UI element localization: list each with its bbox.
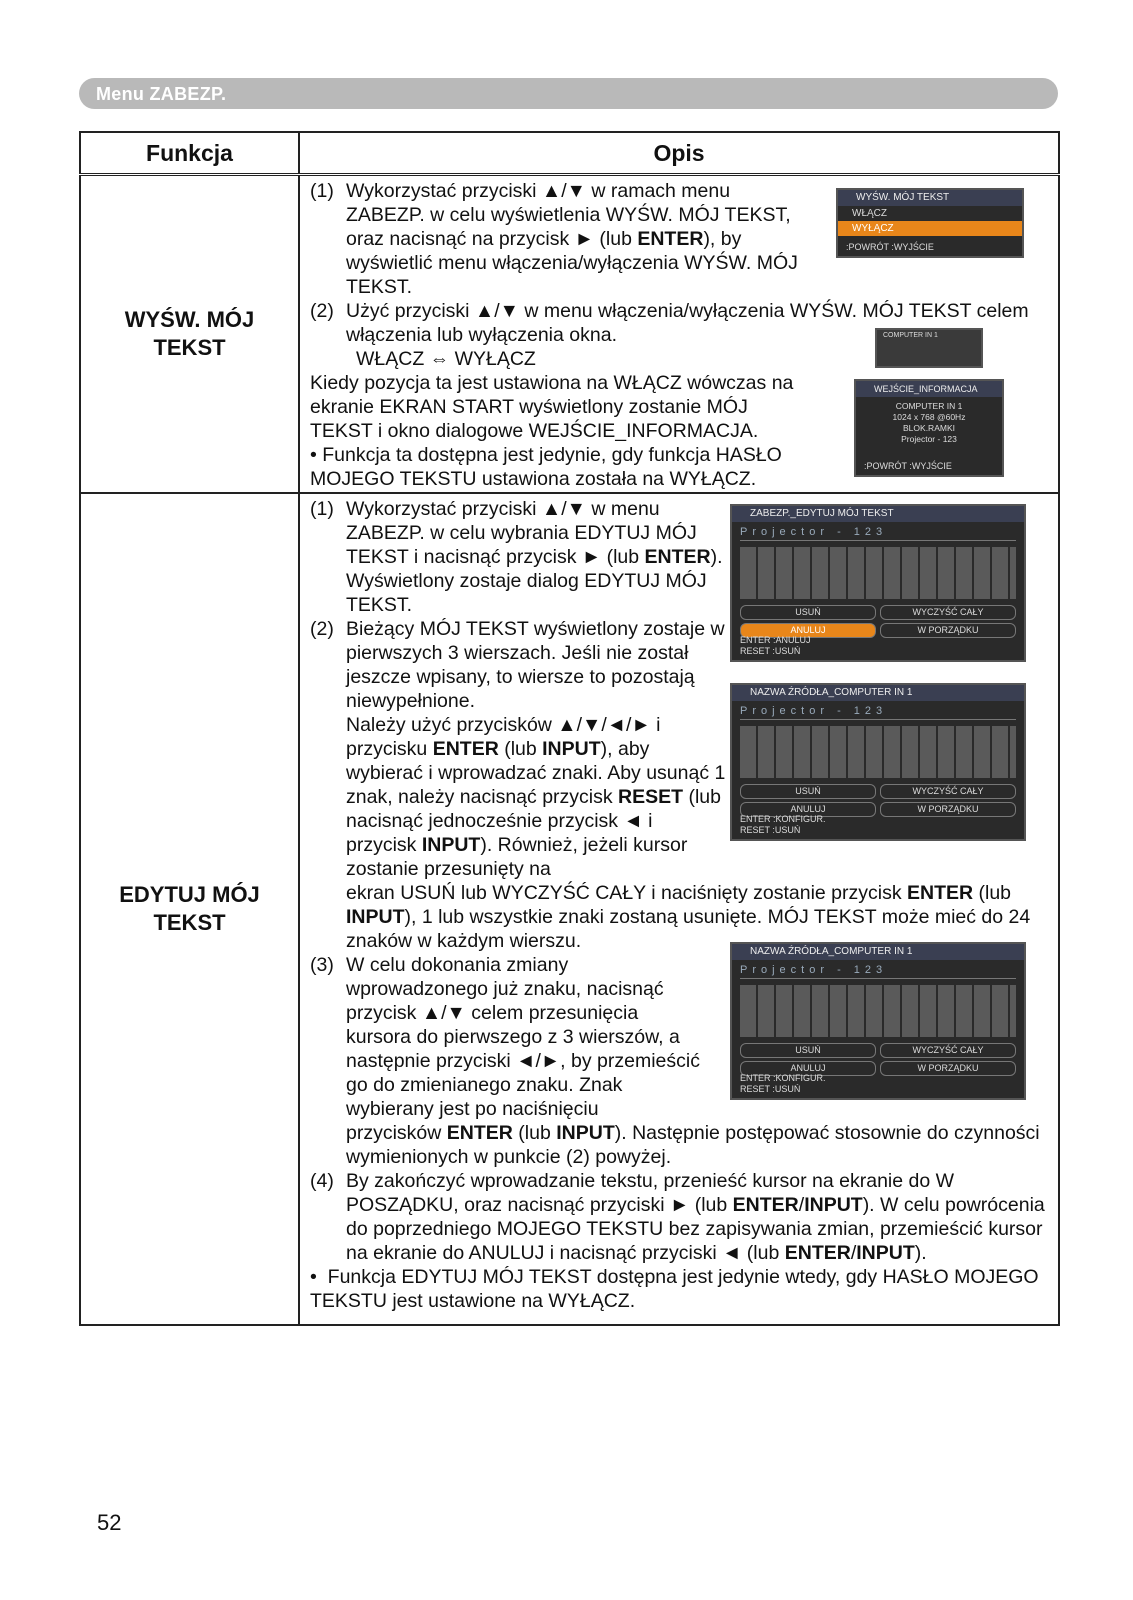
description-cell-edit-text — [299, 493, 1059, 1325]
function-name-line: TEKST — [153, 334, 226, 360]
shot-btn: WYCZYŚĆ CAŁY — [880, 1043, 1016, 1058]
header-function: Funkcja — [80, 132, 299, 175]
shot-text: COMPUTER IN 1 — [883, 332, 938, 339]
shot-input: Projector - 123 — [740, 526, 1016, 541]
header-description: Opis — [299, 132, 1059, 175]
shot-btn: ANULUJ — [740, 802, 876, 817]
shot-char-grid — [740, 547, 1016, 599]
shot-option: WŁĄCZ — [852, 208, 887, 219]
shot-btn: W PORZĄDKU — [880, 1061, 1016, 1076]
screenshot-input-information — [854, 379, 1004, 477]
function-cell-edit-text — [80, 493, 299, 1325]
shot-title: NAZWA ŹRÓDŁA_COMPUTER IN 1 — [732, 944, 1024, 960]
screenshot-source-name-dialog-2 — [730, 942, 1026, 1100]
description-text: (1) Wykorzystać przyciski ▲/▼ w ramach menu ZABEZP. w celu wyświetlenia WYŚW. MÓJ TEKST, oraz nacisnąć na przycisk ► (lub ENTER), by wyświetlić menu włączenia/wyłączenia WYŚW. MÓJ TEKST. (2) Użyć przyciski ▲/▼ w menu włączenia/wyłączenia WYŚW. MÓJ TEKST celem włączenia lub wyłączenia okna. WŁĄCZ ⇔ WYŁĄCZ Kiedy pozycja ta jest ustawiona na WŁĄCZ wówczas na ekranie EKRAN START wyświetlony zostanie MÓJ TEKST i okno dialogowe WEJŚCIE_INFORMACJA. • Funkcja ta dostępna jest jedynie, gdy funkcja HASŁO MOJEGO TEKSTU ustawiona została na WYŁĄCZ. — [310, 180, 1029, 490]
screenshot-edit-text-dialog — [730, 504, 1026, 662]
shot-btn: WYCZYŚĆ CAŁY — [880, 605, 1016, 620]
shot-btn: WYCZYŚĆ CAŁY — [880, 784, 1016, 799]
shot-btn: W PORZĄDKU — [880, 623, 1016, 638]
screenshot-show-text-menu — [836, 188, 1024, 258]
description-cell-show-text — [299, 175, 1059, 493]
screenshot-source-name-dialog — [730, 683, 1026, 841]
page-number: 52 — [97, 1510, 122, 1535]
description-text: (1) Wykorzystać przyciski ▲/▼ w menu ZABEZP. w celu wybrania EDYTUJ MÓJ TEKST i nacisnąć przycisk ► (lub ENTER). Wyświetlony zostaje dialog EDYTUJ MÓJ TEKST. (2) Bieżący MÓJ TEKST wyświetlony zostaje w pierwszych 3 wierszach. Jeśli nie został jeszcze wpisany, to wiersze to pozostają niewypełnione. Należy użyć przycisków ▲/▼/◄/► i przycisku ENTER (lub INPUT), aby wybierać i wprowadzać znaki. Aby usunąć 1 znak, należy nacisnąć przycisk RESET (lub nacisnąć jednocześnie przycisk ◄ i przycisk INPUT). Również, jeżeli kursor zostanie przesunięty na ekran USUŃ lub WYCZYŚĆ CAŁY i naciśnięty zostanie przycisk ENTER (lub INPUT), 1 lub wszystkie znaki zostaną usunięte. MÓJ TEKST może mieć do 24 znaków w każdym wierszu. (3) W celu dokonania zmiany wprowadzonego już znaku, nacisnąć przycisk ▲/▼ celem przesunięcia kursora do pierwszego z 3 wierszów, a następnie przyciski ◄/►, by przemieścić go do zmienianego znaku. Znak wybierany jest po naciśnięciu przycisków ENTER (lub INPUT). Następnie postępować stosownie do czynności wymienionych w punkcie (2) powyżej. (4) By zakończyć wprowadzanie tekstu, przenieść kursor na ekranie do W POSZĄDKU, oraz nacisnąć przyciski ► (lub ENTER/INPUT). W celu powrócenia do poprzedniego MOJEGO TEKSTU bez zapisywania zmian, przemieścić kursor na ekranie do ANULUJ i nacisnąć przyciski ◄ (lub ENTER/INPUT). • Funkcja EDYTUJ MÓJ TEKST dostępna jest jedynie wtedy, gdy HASŁO MOJEGO TEKSTU jest ustawione na WYŁĄCZ. — [310, 497, 1045, 1312]
shot-char-grid — [740, 985, 1016, 1037]
shot-line: BLOK.RAMKI — [903, 423, 955, 433]
shot-title: WEJŚCIE_INFORMACJA — [856, 381, 1002, 397]
function-name-line: TEKST — [153, 909, 226, 935]
shot-btn: ANULUJ — [740, 623, 876, 638]
section-header-bar — [79, 78, 1058, 109]
shot-btn: USUŃ — [740, 605, 876, 620]
shot-line: COMPUTER IN 1 — [895, 401, 963, 411]
shot-line: 1024 x 768 @60Hz — [892, 412, 966, 422]
shot-btn: USUŃ — [740, 784, 876, 799]
shot-title: WYŚW. MÓJ TEKST — [838, 190, 1022, 206]
shot-footer: RESET :USUŃ — [740, 1083, 801, 1094]
section-title: Menu ZABEZP. — [96, 84, 227, 104]
shot-footer: RESET :USUŃ — [740, 824, 801, 835]
shot-footer: ENTER :KONFIGUR. — [740, 813, 826, 824]
screenshot-my-text-preview — [875, 328, 983, 368]
function-cell-show-text — [80, 175, 299, 493]
shot-footer: RESET :USUŃ — [740, 645, 801, 656]
shot-footer: :POWRÓT :WYJŚCIE — [864, 461, 952, 471]
shot-line: Projector - 123 — [901, 434, 957, 444]
function-name-line: WYŚW. MÓJ — [124, 306, 255, 332]
shot-footer: ENTER :ANULUJ — [740, 634, 811, 645]
shot-btn: ANULUJ — [740, 1061, 876, 1076]
shot-title: ZABEZP._EDYTUJ MÓJ TEKST — [732, 506, 1024, 522]
shot-btn: W PORZĄDKU — [880, 802, 1016, 817]
function-table — [79, 131, 1060, 1326]
shot-title: NAZWA ŹRÓDŁA_COMPUTER IN 1 — [732, 685, 1024, 701]
function-name-line: EDYTUJ MÓJ — [119, 881, 260, 907]
shot-footer: :POWRÓT :WYJŚCIE — [846, 242, 934, 252]
shot-input: Projector - 123 — [740, 964, 1016, 979]
shot-input: Projector - 123 — [740, 705, 1016, 720]
shot-option-selected: WYŁĄCZ — [838, 221, 1022, 236]
shot-footer: ENTER :KONFIGUR. — [740, 1072, 826, 1083]
shot-btn: USUŃ — [740, 1043, 876, 1058]
shot-char-grid — [740, 726, 1016, 778]
